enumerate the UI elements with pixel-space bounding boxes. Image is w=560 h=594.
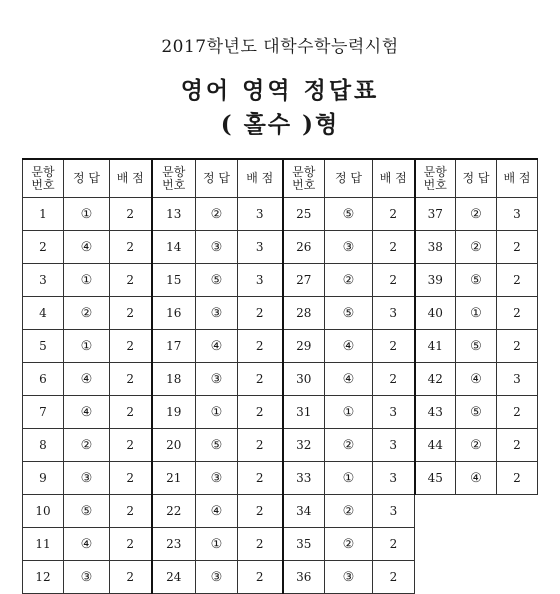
score-cell: 2 [497, 462, 538, 495]
score-cell: 3 [373, 462, 415, 495]
question-number-cell: 37 [415, 198, 456, 231]
table-row [23, 198, 538, 231]
score-cell: 2 [373, 264, 415, 297]
answer-cell: ④ [456, 462, 497, 495]
column-header-answer: 정 답 [196, 159, 238, 198]
score-cell: 2 [497, 264, 538, 297]
answer-cell: ① [325, 462, 373, 495]
empty-cell [415, 495, 456, 528]
question-number-cell: 38 [415, 231, 456, 264]
score-cell: 3 [238, 264, 283, 297]
question-number-cell: 23 [152, 528, 196, 561]
answer-cell: ⑤ [64, 495, 110, 528]
answer-cell: ② [196, 198, 238, 231]
empty-cell [497, 528, 538, 561]
column-header-line: 문항 [162, 164, 186, 179]
question-number-cell: 15 [152, 264, 196, 297]
answer-cell: ⑤ [456, 264, 497, 297]
table-row [23, 396, 538, 429]
column-header-line: 번호 [423, 177, 447, 192]
score-cell: 2 [110, 231, 152, 264]
answer-cell: ① [64, 264, 110, 297]
question-number-cell: 22 [152, 495, 196, 528]
question-number-cell: 21 [152, 462, 196, 495]
table-row [23, 231, 538, 264]
column-header-answer: 정 답 [325, 159, 373, 198]
answer-cell: ④ [64, 363, 110, 396]
table-row [23, 297, 538, 330]
question-number-cell: 6 [23, 363, 64, 396]
score-cell: 2 [110, 198, 152, 231]
score-cell: 2 [497, 396, 538, 429]
table-row [23, 495, 538, 528]
answer-cell: ③ [196, 462, 238, 495]
empty-cell [456, 528, 497, 561]
question-number-cell: 13 [152, 198, 196, 231]
score-cell: 2 [238, 330, 283, 363]
table-row [23, 528, 538, 561]
score-cell: 2 [110, 429, 152, 462]
answer-cell: ③ [64, 561, 110, 594]
answer-cell: ④ [456, 363, 497, 396]
question-number-cell: 2 [23, 231, 64, 264]
column-header-question-number [152, 159, 196, 198]
score-cell: 2 [373, 363, 415, 396]
answer-cell: ④ [64, 528, 110, 561]
question-number-cell: 27 [283, 264, 325, 297]
empty-cell [415, 561, 456, 594]
score-cell: 3 [373, 495, 415, 528]
column-header-line: 번호 [292, 177, 316, 192]
answer-cell: ③ [196, 231, 238, 264]
question-number-cell: 17 [152, 330, 196, 363]
answer-cell: ④ [196, 495, 238, 528]
question-number-cell: 34 [283, 495, 325, 528]
column-header-score: 배 점 [497, 159, 538, 198]
empty-cell [415, 528, 456, 561]
question-number-cell: 16 [152, 297, 196, 330]
score-cell: 2 [238, 396, 283, 429]
column-header-line: 문항 [423, 164, 447, 179]
answer-cell: ② [325, 495, 373, 528]
score-cell: 2 [110, 330, 152, 363]
answer-cell: ④ [325, 330, 373, 363]
table-row [23, 561, 538, 594]
question-number-cell: 3 [23, 264, 64, 297]
question-number-cell: 39 [415, 264, 456, 297]
score-cell: 3 [238, 198, 283, 231]
question-number-cell: 8 [23, 429, 64, 462]
answer-cell: ② [456, 429, 497, 462]
table-row [23, 330, 538, 363]
score-cell: 2 [373, 330, 415, 363]
question-number-cell: 19 [152, 396, 196, 429]
question-number-cell: 4 [23, 297, 64, 330]
score-cell: 2 [110, 363, 152, 396]
empty-cell [456, 495, 497, 528]
question-number-cell: 11 [23, 528, 64, 561]
score-cell: 2 [110, 462, 152, 495]
column-header-answer: 정 답 [64, 159, 110, 198]
empty-cell [497, 561, 538, 594]
score-cell: 3 [373, 396, 415, 429]
column-header-question-number [23, 159, 64, 198]
score-cell: 2 [373, 231, 415, 264]
answer-cell: ⑤ [325, 198, 373, 231]
answer-cell: ⑤ [196, 264, 238, 297]
question-number-cell: 30 [283, 363, 325, 396]
empty-cell [497, 495, 538, 528]
score-cell: 2 [238, 528, 283, 561]
answer-cell: ① [456, 297, 497, 330]
column-header-answer: 정 답 [456, 159, 497, 198]
question-number-cell: 9 [23, 462, 64, 495]
question-number-cell: 24 [152, 561, 196, 594]
question-number-cell: 10 [23, 495, 64, 528]
empty-cell [456, 561, 497, 594]
answer-cell: ④ [196, 330, 238, 363]
answer-cell: ④ [64, 396, 110, 429]
score-cell: 3 [373, 429, 415, 462]
answer-cell: ① [325, 396, 373, 429]
question-number-cell: 28 [283, 297, 325, 330]
exam-year-title: 2017학년도 대학수학능력시험 [161, 37, 399, 57]
question-number-cell: 43 [415, 396, 456, 429]
table-row [23, 264, 538, 297]
answer-cell: ② [64, 429, 110, 462]
score-cell: 2 [238, 297, 283, 330]
column-header-line: 번호 [162, 177, 186, 192]
score-cell: 2 [373, 528, 415, 561]
answer-cell: ② [64, 297, 110, 330]
question-number-cell: 18 [152, 363, 196, 396]
answer-cell: ③ [64, 462, 110, 495]
column-header-score: 배 점 [110, 159, 152, 198]
question-number-cell: 14 [152, 231, 196, 264]
question-number-cell: 1 [23, 198, 64, 231]
column-header-score: 배 점 [373, 159, 415, 198]
answer-cell: ③ [196, 297, 238, 330]
exam-type-subtitle: ( 홀수 )형 [220, 111, 340, 138]
question-number-cell: 36 [283, 561, 325, 594]
score-cell: 2 [238, 495, 283, 528]
answer-cell: ④ [325, 363, 373, 396]
score-cell: 2 [110, 396, 152, 429]
column-header-line: 문항 [292, 164, 316, 179]
question-number-cell: 44 [415, 429, 456, 462]
question-number-cell: 29 [283, 330, 325, 363]
question-number-cell: 25 [283, 198, 325, 231]
question-number-cell: 33 [283, 462, 325, 495]
table-row [23, 363, 538, 396]
column-header-question-number [283, 159, 325, 198]
score-cell: 2 [238, 429, 283, 462]
column-header-question-number [415, 159, 456, 198]
answer-cell: ③ [325, 561, 373, 594]
question-number-cell: 42 [415, 363, 456, 396]
answer-cell: ⑤ [196, 429, 238, 462]
score-cell: 2 [110, 297, 152, 330]
answer-cell: ② [456, 231, 497, 264]
answer-cell: ⑤ [456, 396, 497, 429]
question-number-cell: 45 [415, 462, 456, 495]
question-number-cell: 5 [23, 330, 64, 363]
question-number-cell: 12 [23, 561, 64, 594]
question-number-cell: 41 [415, 330, 456, 363]
answer-cell: ① [196, 528, 238, 561]
table-row [23, 429, 538, 462]
score-cell: 2 [110, 264, 152, 297]
question-number-cell: 7 [23, 396, 64, 429]
answer-cell: ⑤ [456, 330, 497, 363]
table-row [23, 462, 538, 495]
answer-cell: ④ [64, 231, 110, 264]
answer-cell: ③ [196, 561, 238, 594]
answer-key-body [23, 198, 538, 594]
column-header-line: 번호 [31, 177, 55, 192]
score-cell: 2 [238, 462, 283, 495]
answer-cell: ② [325, 429, 373, 462]
answer-key-table [22, 158, 538, 594]
score-cell: 2 [110, 495, 152, 528]
question-number-cell: 31 [283, 396, 325, 429]
column-header-score: 배 점 [238, 159, 283, 198]
score-cell: 2 [497, 231, 538, 264]
score-cell: 2 [110, 561, 152, 594]
answer-cell: ③ [325, 231, 373, 264]
answer-cell: ② [456, 198, 497, 231]
question-number-cell: 35 [283, 528, 325, 561]
score-cell: 2 [497, 330, 538, 363]
score-cell: 2 [497, 429, 538, 462]
page-title: 영어 영역 정답표 [180, 77, 380, 104]
question-number-cell: 20 [152, 429, 196, 462]
score-cell: 2 [497, 297, 538, 330]
score-cell: 3 [497, 363, 538, 396]
question-number-cell: 26 [283, 231, 325, 264]
score-cell: 2 [373, 561, 415, 594]
answer-cell: ② [325, 528, 373, 561]
score-cell: 2 [110, 528, 152, 561]
answer-cell: ① [196, 396, 238, 429]
table-header-row [23, 159, 538, 198]
answer-cell: ② [325, 264, 373, 297]
score-cell: 2 [238, 561, 283, 594]
question-number-cell: 40 [415, 297, 456, 330]
score-cell: 3 [238, 231, 283, 264]
answer-cell: ③ [196, 363, 238, 396]
score-cell: 2 [373, 198, 415, 231]
column-header-line: 문항 [31, 164, 55, 179]
question-number-cell: 32 [283, 429, 325, 462]
answer-cell: ⑤ [325, 297, 373, 330]
answer-cell: ① [64, 330, 110, 363]
score-cell: 2 [238, 363, 283, 396]
answer-cell: ① [64, 198, 110, 231]
score-cell: 3 [373, 297, 415, 330]
score-cell: 3 [497, 198, 538, 231]
